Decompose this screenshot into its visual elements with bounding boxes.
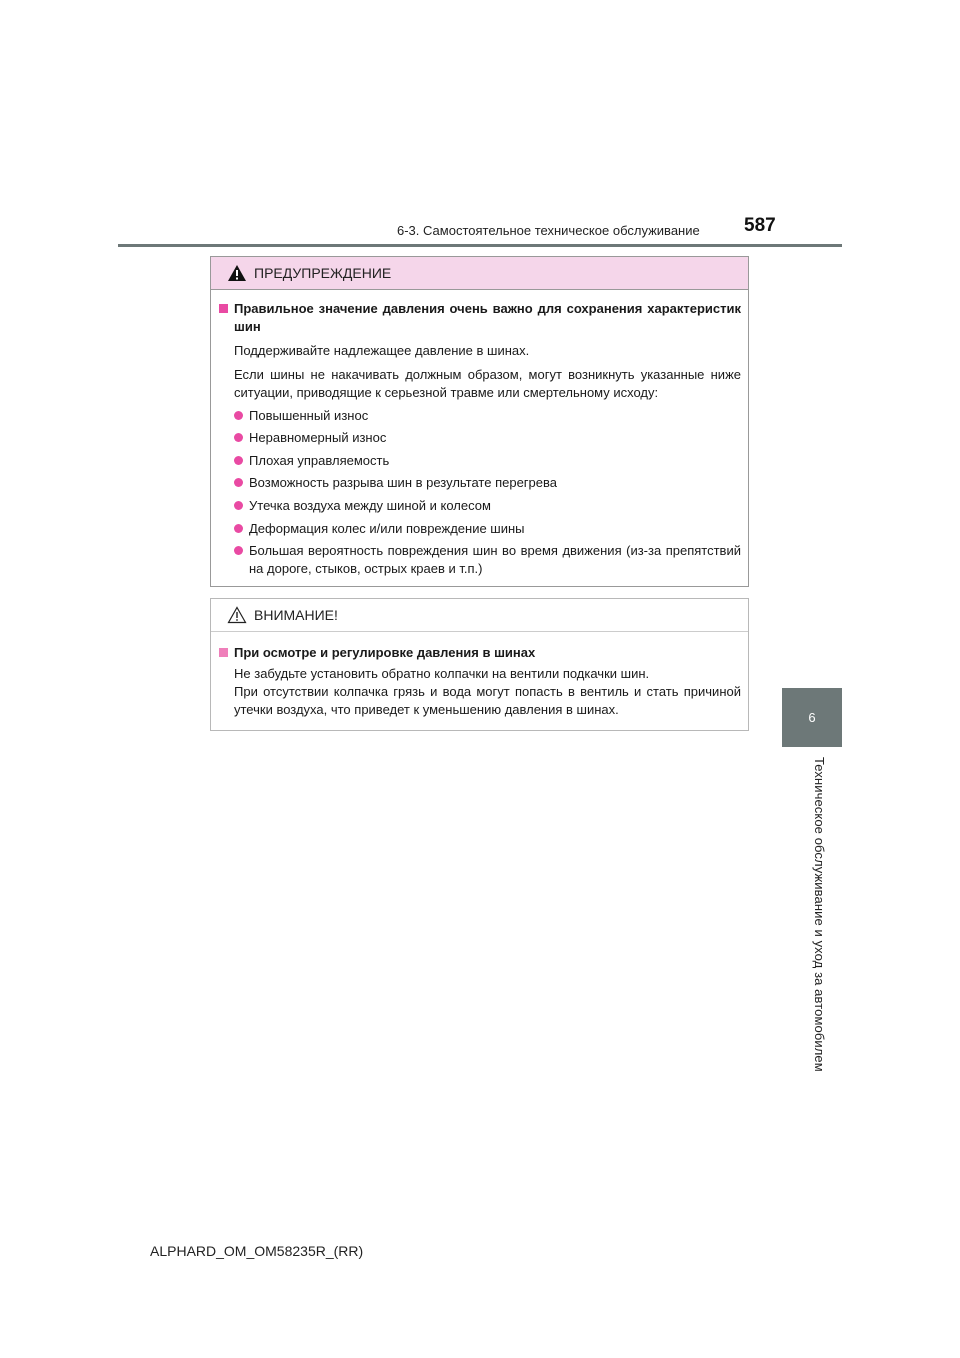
caution-line: При отсутствии колпачка грязь и вода могут попасть в вентиль и стать причиной утечки воздуха, что приведет к уменьшению давления в шинах. <box>234 684 741 717</box>
warning-body <box>211 290 748 578</box>
caution-body <box>211 632 748 719</box>
round-bullet-icon <box>234 546 243 555</box>
round-bullet-icon <box>234 433 243 442</box>
list-item: Деформация колес и/или повреждение шины <box>234 520 741 538</box>
warning-paragraph: Если шины не накачивать должным образом, могут возникнуть указанные ниже ситуации, приводящие к серьезной травме или смертельному исходу: <box>234 367 741 400</box>
warning-heading-text: Правильное значение давления очень важно для сохранения характеристик шин <box>234 301 741 334</box>
caution-line: Не забудьте установить обратно колпачки на вентили подкачки шин. <box>234 666 650 681</box>
square-bullet-icon <box>219 648 228 657</box>
header-divider <box>118 244 842 247</box>
caution-heading <box>219 644 741 662</box>
section-title: 6-3. Самостоятельное техническое обслуживание <box>397 223 700 238</box>
square-bullet-icon <box>219 304 228 313</box>
round-bullet-icon <box>234 411 243 420</box>
warning-header <box>211 257 748 290</box>
warning-paragraph: Поддерживайте надлежащее давление в шинах. <box>234 343 530 358</box>
list-item: Возможность разрыва шин в результате перегрева <box>234 474 741 492</box>
warning-box <box>210 256 749 587</box>
warning-heading <box>219 300 741 336</box>
list-item: Плохая управляемость <box>234 452 741 470</box>
chapter-number: 6 <box>808 710 816 725</box>
page-number: 587 <box>744 215 776 236</box>
document-code: ALPHARD_OM_OM58235R_(RR) <box>150 1243 364 1259</box>
caution-title: ВНИМАНИЕ! <box>254 607 338 623</box>
round-bullet-icon <box>234 501 243 510</box>
list-item: Повышенный износ <box>234 407 741 425</box>
round-bullet-icon <box>234 478 243 487</box>
caution-heading-text: При осмотре и регулировке давления в шинах <box>234 645 536 660</box>
list-item: Неравномерный износ <box>234 429 741 447</box>
list-item: Утечка воздуха между шиной и колесом <box>234 497 741 515</box>
chapter-title: Техническое обслуживание и уход за автомобилем <box>812 757 827 1072</box>
round-bullet-icon <box>234 524 243 533</box>
round-bullet-icon <box>234 456 243 465</box>
chapter-tab <box>782 688 842 747</box>
caution-box <box>210 598 749 731</box>
caution-icon <box>227 606 247 624</box>
list-item: Большая вероятность повреждения шин во время движения (из-за препятствий на дороге, стыков, острых краев и т.п.) <box>234 542 741 578</box>
warning-icon <box>227 264 247 282</box>
caution-header <box>211 599 748 632</box>
warning-title: ПРЕДУПРЕЖДЕНИЕ <box>254 265 392 281</box>
